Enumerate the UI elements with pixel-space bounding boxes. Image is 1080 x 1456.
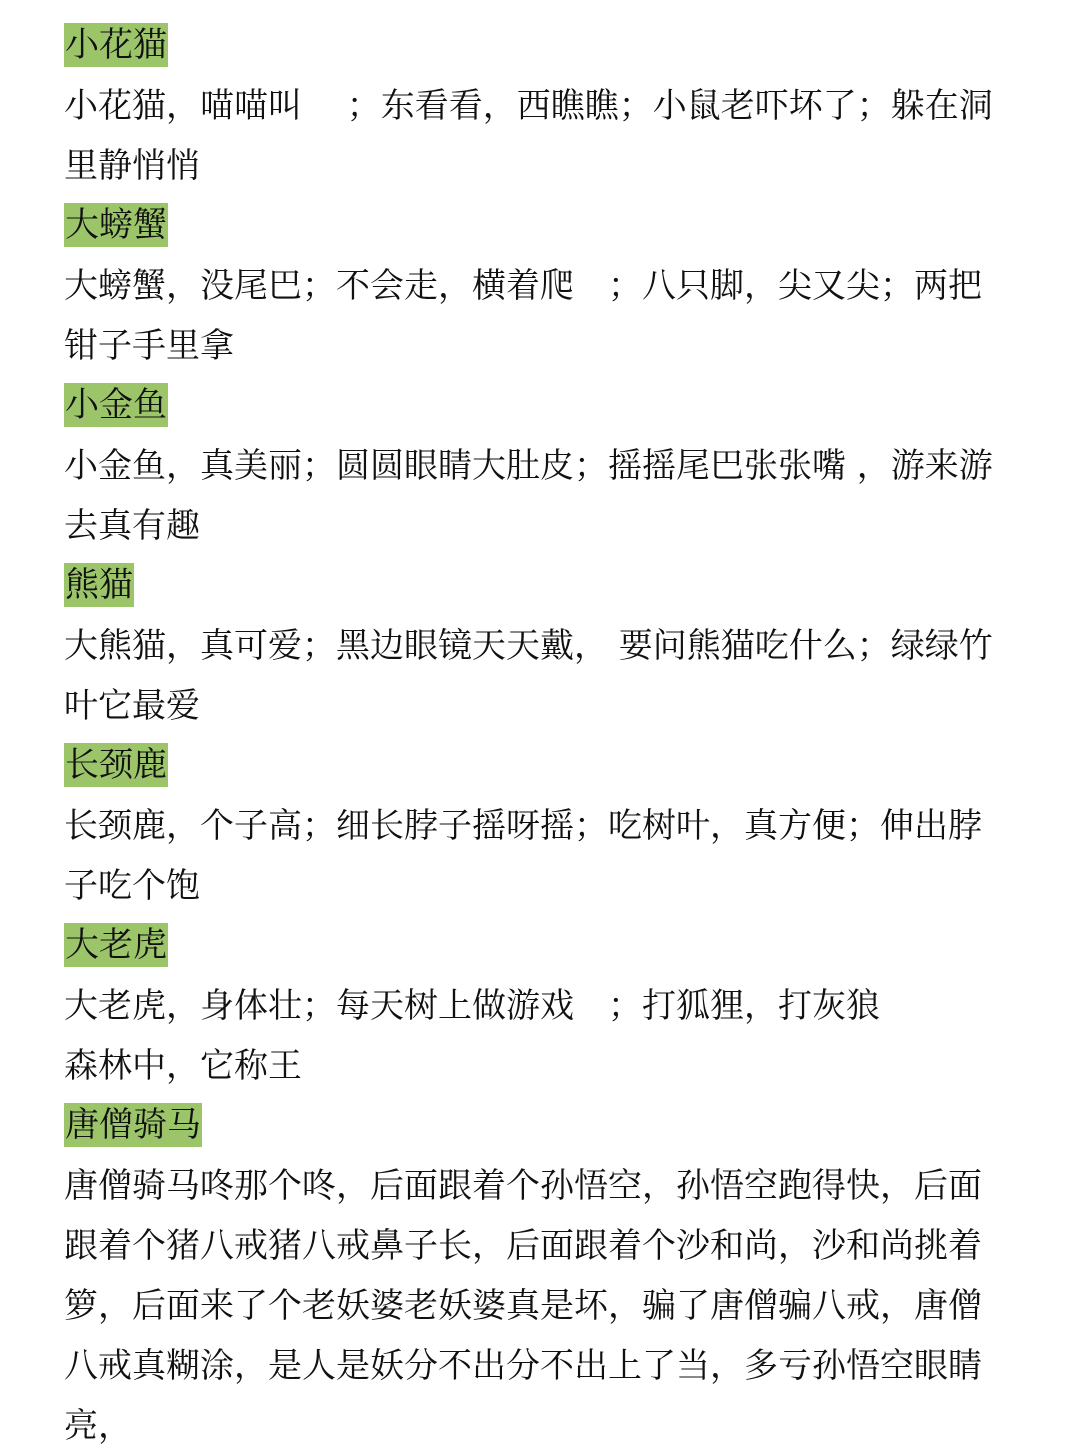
section-text: 大螃蟹，没尾巴；不会走，横着爬 ；八只脚，尖又尖；两把钳子手里拿: [64, 266, 982, 366]
poem-section-tiger: [64, 916, 1014, 1096]
section-text: 大熊猫，真可爱；黑边眼镜天天戴， 要问熊猫吃什么；绿绿竹叶它最爱: [64, 626, 993, 726]
section-text: 小花猫，喵喵叫 ；东看看，西瞧瞧；小鼠老吓坏了；躲在洞里静悄悄: [64, 86, 993, 186]
poem-section-crab: [64, 196, 1014, 376]
section-title: 唐僧骑马: [65, 1105, 201, 1145]
section-title: 大螃蟹: [65, 205, 167, 245]
section-text: 大老虎，身体壮；每天树上做游戏 ；打狐狸，打灰狼 森林中，它称王: [64, 986, 1016, 1086]
section-text: 小金鱼，真美丽；圆圆眼睛大肚皮；摇摇尾巴张张嘴 ，游来游去真有趣: [64, 446, 993, 546]
section-text: 唐僧骑马咚那个咚，后面跟着个孙悟空，孙悟空跑得快，后面跟着个猪八戒猪八戒鼻子长，后面跟着个沙和尚，沙和尚挑着箩，后面来了个老妖婆老妖婆真是坏，骗了唐僧骗八戒，唐僧八戒真糊涂，是人是妖分不出分不出上了当，多亏孙悟空眼睛亮，: [64, 1166, 982, 1446]
document: [64, 16, 1014, 1456]
poem-section-tang-monk: [64, 1096, 1014, 1456]
poem-section-cat: [64, 16, 1014, 196]
section-text: 长颈鹿，个子高；细长脖子摇呀摇；吃树叶，真方便；伸出脖子吃个饱: [64, 806, 982, 906]
poem-section-giraffe: [64, 736, 1014, 916]
poem-section-panda: [64, 556, 1014, 736]
section-title: 熊猫: [65, 565, 133, 605]
section-title: 小金鱼: [65, 385, 167, 425]
poem-section-goldfish: [64, 376, 1014, 556]
section-title: 大老虎: [65, 925, 167, 965]
section-title: 小花猫: [65, 25, 167, 65]
section-title: 长颈鹿: [65, 745, 167, 785]
